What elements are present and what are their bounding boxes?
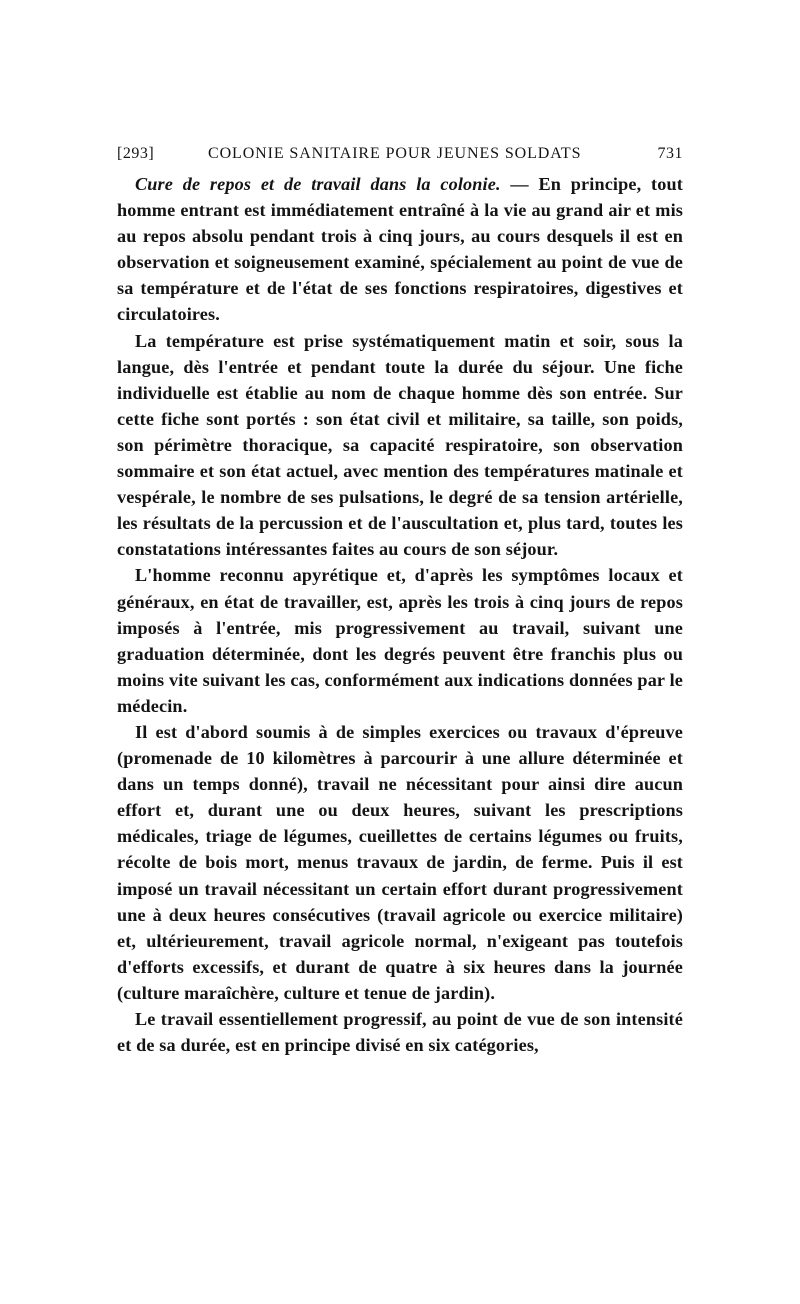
- paragraph-1-text: — En principe, tout homme entrant est immédiatement entraîné à la vie au grand air et mis au repos absolu pendant trois à cinq jours, au cours desquels il est en observation et soigneusement examiné, spécialement au point de vue de sa température et de l'état de ses fonctions respiratoires, digestives et circulatoires.: [117, 174, 683, 325]
- running-title: COLONIE SANITAIRE POUR JEUNES SOLDATS: [208, 145, 582, 162]
- book-page: [117, 145, 683, 1058]
- paragraph-4: Il est d'abord soumis à de simples exercices ou travaux d'épreuve (promenade de 10 kilomètres à parcourir à une allure déterminée et dans un temps donné), travail ne nécessitant pour ainsi dire aucun effort et, durant une ou deux heures, suivant les prescriptions médicales, triage de légumes, cueillettes de certains légumes ou fruits, récolte de bois mort, menus travaux de jardin, de ferme. Puis il est imposé un travail nécessitant un certain effort durant progressivement une à deux heures consécutives (travail agricole ou exercice militaire) et, ultérieurement, travail agricole normal, n'exigeant pas toutefois d'efforts excessifs, et durant de quatre à six heures dans la journée (culture maraîchère, culture et tenue de jardin).: [117, 721, 683, 1003]
- body-text: [117, 171, 683, 1058]
- page-bracket-number: [293]: [117, 145, 155, 162]
- section-heading-italic: Cure de repos et de travail dans la colonie.: [135, 174, 501, 194]
- paragraph-2: La température est prise systématiquement matin et soir, sous la langue, dès l'entrée et pendant toute la durée du séjour. Une fiche individuelle est établie au nom de chaque homme dès son entrée. Sur cette fiche sont portés : son état civil et militaire, sa taille, son poids, son périmètre thoracique, sa capacité respiratoire, son observation sommaire et son état actuel, avec mention des températures matinale et vespérale, le nombre de ses pulsations, le degré de sa tension artérielle, les résultats de la percussion et de l'auscultation et, plus tard, toutes les constatations intéressantes faites au cours de son séjour.: [117, 330, 683, 560]
- paragraph-1: [117, 171, 683, 328]
- paragraph-3: L'homme reconnu apyrétique et, d'après les symptômes locaux et généraux, en état de travailler, est, après les trois à cinq jours de repos imposés à l'entrée, mis progressivement au travail, suivant une graduation déterminée, dont les degrés peuvent être franchis plus ou moins vite suivant les cas, conformément aux indications données par le médecin.: [117, 565, 683, 716]
- page-number: 731: [657, 145, 683, 162]
- paragraph-5: Le travail essentiellement progressif, au point de vue de son intensité et de sa durée, est en principe divisé en six catégories,: [117, 1009, 683, 1056]
- running-header: [117, 145, 683, 171]
